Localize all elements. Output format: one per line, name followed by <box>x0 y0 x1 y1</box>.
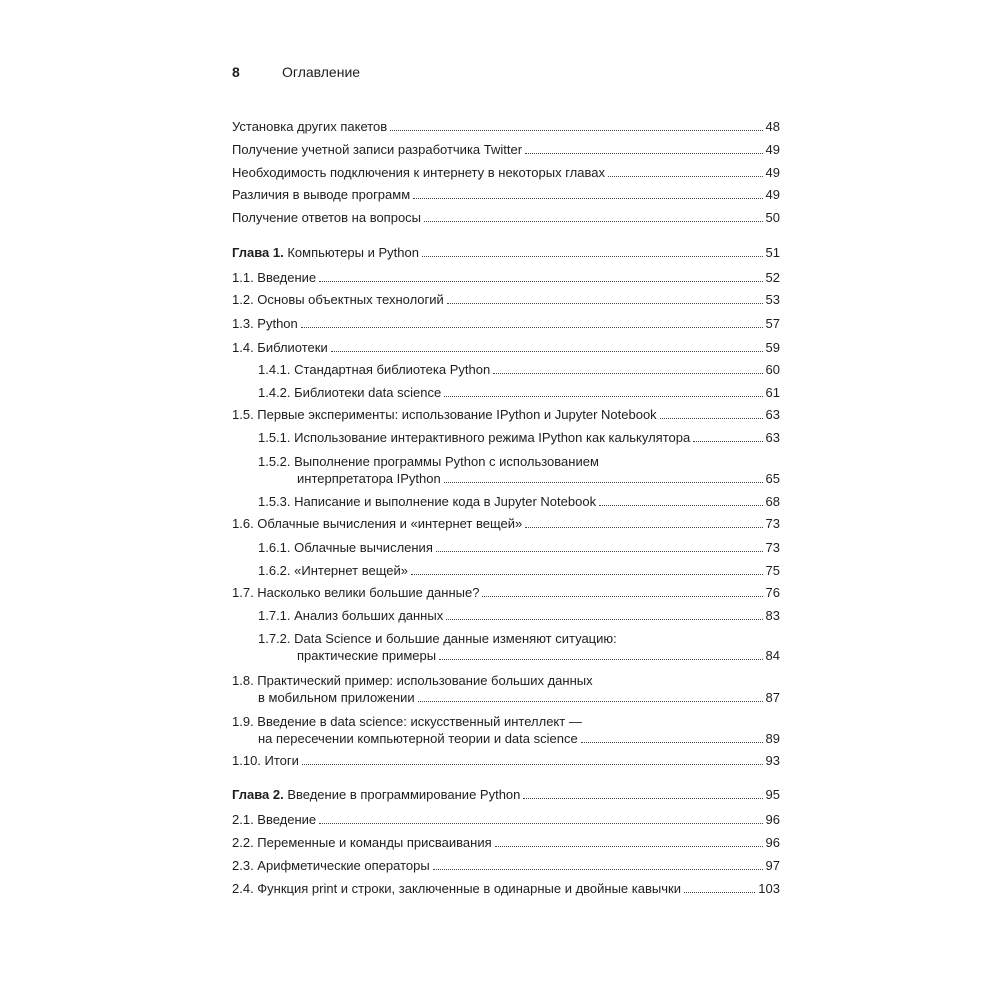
toc-entry <box>258 607 780 624</box>
dot-leader <box>444 396 762 397</box>
dot-leader <box>525 527 762 528</box>
toc-page-number: 49 <box>765 165 780 180</box>
toc-entry <box>232 406 780 423</box>
toc-entry <box>232 164 780 181</box>
toc-entry <box>232 672 780 706</box>
toc-entry <box>232 834 780 851</box>
toc-entry-line <box>232 730 780 747</box>
toc-entry-text: 1.10. Итоги <box>232 753 299 768</box>
toc-entry-label <box>232 811 316 828</box>
toc-entry-label <box>232 269 316 286</box>
toc-page-number: 97 <box>765 858 780 873</box>
page-number: 8 <box>232 64 240 80</box>
toc-entry-line <box>232 186 780 203</box>
dot-leader <box>608 176 763 177</box>
chapter-label: Глава 2. <box>232 787 284 802</box>
toc-page-number: 59 <box>765 340 780 355</box>
dot-leader <box>418 701 763 702</box>
dot-leader <box>446 619 762 620</box>
toc-page-number: 76 <box>765 585 780 600</box>
toc-entry-line <box>232 880 780 897</box>
toc-entry-line <box>232 786 780 803</box>
dot-leader <box>581 742 763 743</box>
toc-entry <box>232 752 780 769</box>
toc-entry-line <box>232 209 780 226</box>
toc-entry-label <box>232 141 522 158</box>
toc-page-number: 73 <box>765 516 780 531</box>
toc-entry-line <box>258 647 780 664</box>
toc-entry-text: 1.7.2. Data Science и большие данные изменяют ситуацию: <box>258 631 617 646</box>
dot-leader <box>660 418 763 419</box>
toc-entry <box>232 811 780 828</box>
toc-entry-line <box>258 429 780 446</box>
toc-entry-text: на пересечении компьютерной теории и data science <box>258 731 578 746</box>
toc-entry-text: Получение учетной записи разработчика Twitter <box>232 142 523 157</box>
dot-leader <box>684 892 755 893</box>
toc-entry-label <box>232 752 299 769</box>
toc-entry <box>232 186 780 203</box>
toc-page-number: 96 <box>765 835 780 850</box>
toc-entry-label <box>258 429 690 446</box>
toc-entry-text: Установка других пакетов <box>232 119 388 134</box>
toc-entry-text: Получение ответов на вопросы <box>232 210 422 225</box>
dot-leader <box>482 596 762 597</box>
toc-entry-text: 1.7. Насколько велики большие данные? <box>232 585 480 600</box>
toc-entry <box>232 269 780 286</box>
toc-page-number: 93 <box>765 753 780 768</box>
dot-leader <box>523 798 762 799</box>
chapter-label: Глава 1. <box>232 245 284 260</box>
toc-entry-line <box>232 857 780 874</box>
toc-entry-line <box>232 339 780 356</box>
toc-page-number: 73 <box>765 540 780 555</box>
toc-entry <box>232 244 780 261</box>
toc-entry-line <box>258 470 780 487</box>
toc-entry-text: 1.7.1. Анализ больших данных <box>258 608 444 623</box>
toc-entry <box>232 584 780 601</box>
dot-leader <box>493 373 762 374</box>
toc-entry-label <box>297 470 441 487</box>
toc-entry-text: Различия в выводе программ <box>232 187 411 202</box>
toc-entry-label <box>258 539 433 556</box>
toc-entry-label <box>232 515 522 532</box>
toc-entry-label <box>258 562 408 579</box>
toc-entry <box>258 539 780 556</box>
toc-entry <box>232 880 780 897</box>
toc-page-number: 53 <box>765 292 780 307</box>
toc-entry-label <box>232 315 298 332</box>
toc-entry-text: Введение в программирование Python <box>287 787 521 802</box>
running-head <box>232 63 360 81</box>
dot-leader <box>319 823 762 824</box>
toc-page-number: 51 <box>765 245 780 260</box>
toc-page-number: 68 <box>765 494 780 509</box>
toc-entry-line <box>232 515 780 532</box>
toc-entry-label <box>258 384 441 401</box>
toc-entry-line <box>232 689 780 706</box>
toc-entry-line <box>232 118 780 135</box>
toc-entry <box>232 515 780 532</box>
toc-page-number: 49 <box>765 187 780 202</box>
dot-leader <box>444 482 763 483</box>
toc-entry-text: 1.5.2. Выполнение программы Python с использованием <box>258 454 599 469</box>
toc-entry-label <box>297 647 436 664</box>
dot-leader <box>411 574 763 575</box>
toc-entry-line <box>232 752 780 769</box>
toc-entry-line <box>232 811 780 828</box>
toc-page-number: 49 <box>765 142 780 157</box>
dot-leader <box>439 659 762 660</box>
toc-page-number: 52 <box>765 270 780 285</box>
toc-entry-label <box>232 584 479 601</box>
toc-entry-line <box>232 244 780 261</box>
toc-entry-text: 1.5.3. Написание и выполнение кода в Jupyter Notebook <box>258 494 597 509</box>
toc-page-number: 60 <box>765 362 780 377</box>
toc-entry-label <box>258 730 578 747</box>
toc-entry-text: практические примеры <box>297 648 437 663</box>
running-title: Оглавление <box>282 64 361 80</box>
toc-entry-label <box>258 493 596 510</box>
toc-entry-label <box>232 118 387 135</box>
toc-entry <box>258 453 780 487</box>
toc-page-number: 48 <box>765 119 780 134</box>
toc-entry-label <box>232 186 410 203</box>
toc-entry-text: Компьютеры и Python <box>287 245 419 260</box>
dot-leader <box>413 198 762 199</box>
toc-page-number: 87 <box>765 690 780 705</box>
toc-entry-line <box>232 315 780 332</box>
toc-entry-text: 2.2. Переменные и команды присваивания <box>232 835 492 850</box>
dot-leader <box>433 869 763 870</box>
toc-entry-label <box>232 857 430 874</box>
toc-entry-text: 1.5.1. Использование интерактивного режима IPython как калькулятора <box>258 430 691 445</box>
toc-page-number: 57 <box>765 316 780 331</box>
toc-entry-label <box>232 291 444 308</box>
dot-leader <box>302 764 763 765</box>
toc-entry-text: 1.9. Введение в data science: искусственный интеллект — <box>232 714 582 729</box>
toc-entry-text: 1.6. Облачные вычисления и «интернет вещей» <box>232 516 523 531</box>
dot-leader <box>301 327 763 328</box>
toc-entry-text: 1.4. Библиотеки <box>232 340 328 355</box>
toc-entry-text: 1.6.1. Облачные вычисления <box>258 540 433 555</box>
toc-entry-line <box>232 269 780 286</box>
toc-entry-label <box>232 786 520 803</box>
toc-entry-label <box>258 607 443 624</box>
toc-entry-text: 1.5. Первые эксперименты: использование IPython и Jupyter Notebook <box>232 407 657 422</box>
toc-entry <box>232 713 780 747</box>
toc-page-number: 89 <box>765 731 780 746</box>
toc-page-number: 50 <box>765 210 780 225</box>
toc-page-number: 84 <box>765 648 780 663</box>
toc-page-number: 61 <box>765 385 780 400</box>
toc-entry <box>258 493 780 510</box>
toc-entry <box>232 209 780 226</box>
toc-entry <box>232 118 780 135</box>
toc-entry-line <box>232 406 780 423</box>
toc-entry-label <box>232 209 421 226</box>
toc-entry-line <box>258 562 780 579</box>
toc-page-number: 75 <box>765 563 780 578</box>
toc-entry-label <box>232 406 657 423</box>
toc-entry <box>232 857 780 874</box>
toc-entry-line <box>232 291 780 308</box>
toc-entry-line <box>232 164 780 181</box>
toc-entry-label <box>232 339 328 356</box>
toc-entry-label <box>232 244 419 261</box>
toc-entry-text: Необходимость подключения к интернету в некоторых главах <box>232 165 605 180</box>
toc-entry-label <box>232 834 492 851</box>
toc-entry-line <box>232 141 780 158</box>
dot-leader <box>599 505 762 506</box>
toc-entry-line <box>232 834 780 851</box>
dot-leader <box>447 303 763 304</box>
toc-entry-text: в мобильном приложении <box>258 690 415 705</box>
toc-entry-text: 1.2. Основы объектных технологий <box>232 292 444 307</box>
toc-entry <box>258 562 780 579</box>
toc-entry-label <box>232 880 681 897</box>
toc-entry <box>258 384 780 401</box>
toc-page-number: 83 <box>765 608 780 623</box>
toc-entry-text: 2.3. Арифметические операторы <box>232 858 430 873</box>
toc-entry-line <box>232 584 780 601</box>
dot-leader <box>422 256 763 257</box>
toc-entry-text: 1.4.2. Библиотеки data science <box>258 385 442 400</box>
toc-entry <box>232 339 780 356</box>
toc-entry <box>258 361 780 378</box>
toc-entry-line <box>258 607 780 624</box>
toc-entry-text: 1.8. Практический пример: использование больших данных <box>232 673 593 688</box>
toc-page-number: 95 <box>765 787 780 802</box>
dot-leader <box>525 153 762 154</box>
dot-leader <box>319 281 762 282</box>
dot-leader <box>693 441 762 442</box>
toc-entry-line <box>258 539 780 556</box>
toc-entry <box>258 630 780 664</box>
toc-page-number: 65 <box>765 471 780 486</box>
toc-entry-text: 1.4.1. Стандартная библиотека Python <box>258 362 491 377</box>
dot-leader <box>424 221 763 222</box>
toc-entry-label <box>258 361 490 378</box>
toc-entry <box>232 786 780 803</box>
toc-entry-text: 2.1. Введение <box>232 812 317 827</box>
toc-entry-label <box>258 689 415 706</box>
toc-entry-line <box>258 361 780 378</box>
toc-entry-text: интерпретатора IPython <box>297 471 441 486</box>
dot-leader <box>331 351 763 352</box>
toc-entry-text: 1.3. Python <box>232 316 298 331</box>
toc-page-number: 103 <box>758 881 780 896</box>
dot-leader <box>495 846 763 847</box>
toc-entry-line <box>258 384 780 401</box>
toc-entry-line <box>258 493 780 510</box>
toc-page-number: 63 <box>765 407 780 422</box>
toc-entry-text: 1.6.2. «Интернет вещей» <box>258 563 408 578</box>
dot-leader <box>436 551 763 552</box>
toc-page-number: 96 <box>765 812 780 827</box>
dot-leader <box>390 130 762 131</box>
toc-entry-text: 2.4. Функция print и строки, заключенные в одинарные и двойные кавычки <box>232 881 681 896</box>
toc-entry <box>232 315 780 332</box>
toc-entry-text: 1.1. Введение <box>232 270 317 285</box>
toc-page-number: 63 <box>765 430 780 445</box>
toc-entry <box>232 141 780 158</box>
toc-entry-label <box>232 164 605 181</box>
toc-entry <box>258 429 780 446</box>
toc-entry <box>232 291 780 308</box>
